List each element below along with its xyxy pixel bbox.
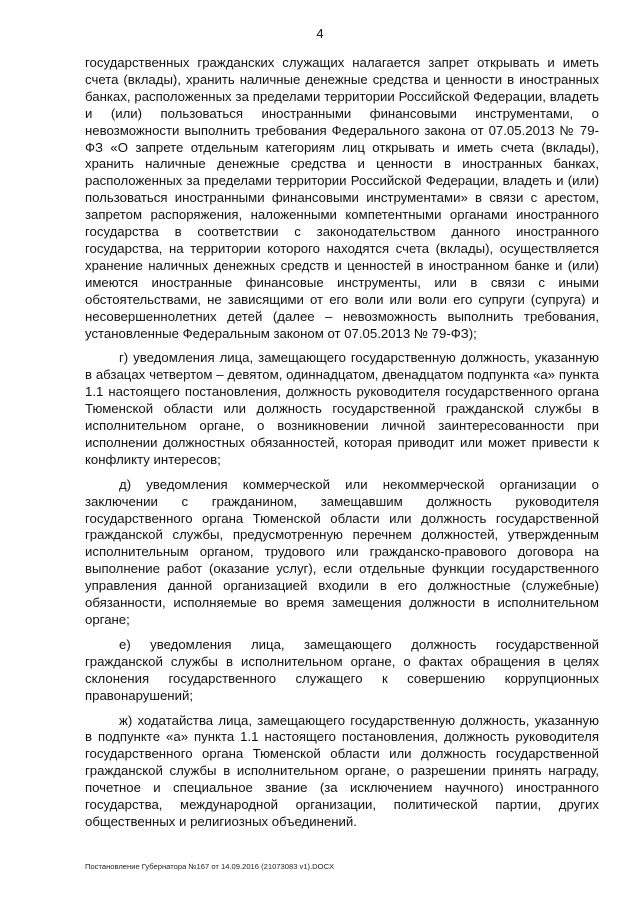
paragraph-item-e: е) уведомления лица, замещающего должность государственной гражданской службы в исполнительном органе, о фактах обращения в целях склонения государственного служащего к совершению коррупционных правонарушений;	[85, 636, 599, 703]
page-number: 4	[316, 26, 324, 41]
paragraph-continuation: государственных гражданских служащих налагается запрет открывать и иметь счета (вклады), хранить наличные денежные средства и ценности в иностранных банках, расположенных за пределами территории Российской Федерации, владеть и (или) пользоваться иностранными финансовыми инструментами, о невозможности выполнить требования Федерального закона от 07.05.2013 № 79-ФЗ «О запрете отдельным категориям лиц открывать и иметь счета (вклады), хранить наличные денежные средства и ценности в иностранных банках, расположенных за пределами территории Российской Федерации, владеть и (или) пользоваться иностранными финансовыми инструментами» в связи с арестом, запретом распоряжения, наложенными компетентными органами иностранного государства в соответствии с законодательством данного иностранного государства, на территории которого находятся счета (вклады), осуществляется хранение наличных денежных средств и ценностей в иностранном банке и (или) имеются иностранные финансовые инструменты, или в связи с иными обстоятельствами, не зависящими от его воли или воли его супруги (супруга) и несовершеннолетних детей (далее – невозможность выполнить требования, установленные Федеральным законом от 07.05.2013 № 79-ФЗ);	[85, 55, 599, 341]
paragraph-item-d: д) уведомления коммерческой или некоммерческой организации о заключении с гражданином, замещавшим должность руководителя государственного органа Тюменской области или должность государственной гражданской службы, предусмотренную перечнем должностей, утвержденным исполнительным органом, трудового или гражданско-правового договора на выполнение работ (оказание услуг), если отдельные функции государственного управления данной организацией входили в его должностные (служебные) обязанности, исполняемые во время замещения должности в исполнительном органе;	[85, 476, 599, 627]
paragraph-item-g: г) уведомления лица, замещающего государственную должность, указанную в абзацах четвертом – девятом, одиннадцатом, двенадцатом подпункта «а» пункта 1.1 настоящего постановления, должность руководителя государственного органа Тюменской области или должность государственной гражданской службы в исполнительном органе, о возникновении личной заинтересованности при исполнении должностных обязанностей, которая приводит или может привести к конфликту интересов;	[85, 350, 599, 467]
document-footer: Постановление Губернатора №167 от 14.09.2016 (21073083 v1).DOCX	[85, 862, 335, 871]
paragraph-item-zh: ж) ходатайства лица, замещающего государственную должность, указанную в подпункте «а» пункта 1.1 настоящего постановления, должность руководителя государственного органа Тюменской области или должность государственной гражданской службы в исполнительном органе, о разрешении принять награду, почетное и специальное звание (за исключением научного) иностранного государства, международной организации, политической партии, других общественных и религиозных объединений.	[85, 712, 599, 829]
document-body	[85, 55, 599, 831]
